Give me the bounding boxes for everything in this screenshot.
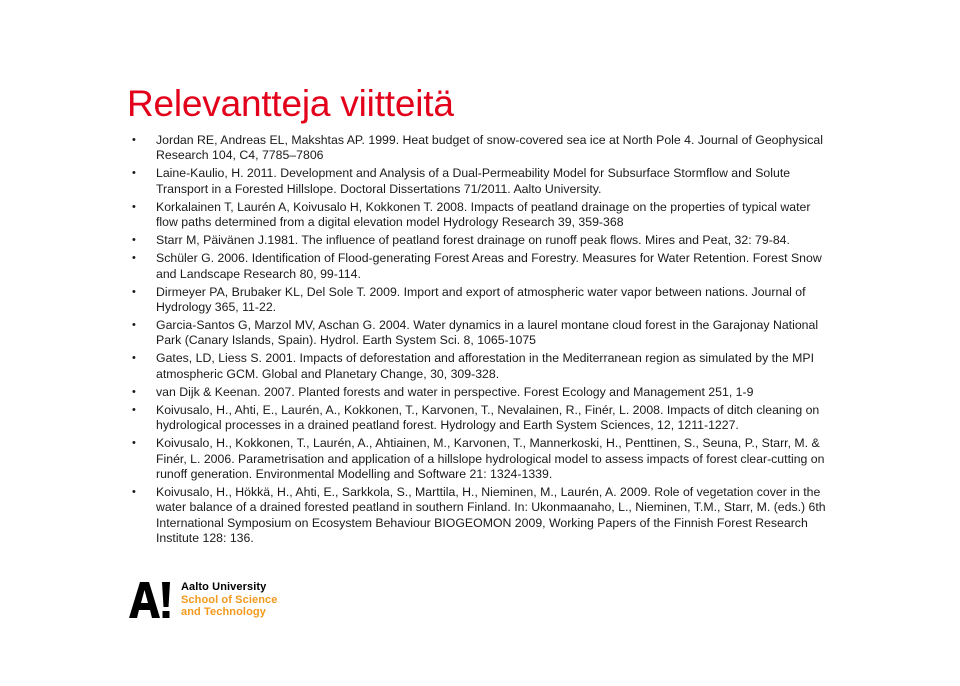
- list-item: [132, 133, 832, 164]
- aalto-logo-text: [181, 581, 277, 619]
- reference-text: Dirmeyer PA, Brubaker KL, Del Sole T. 2009. Import and export of atmospheric water vapor between nations. Journal of Hydrology 365, 11-22.: [156, 284, 806, 315]
- reference-text: Garcia-Santos G, Marzol MV, Aschan G. 2004. Water dynamics in a laurel montane cloud forest in the Garajonay National Park (Canary Islands, Spain). Hydrol. Earth System Sci. 8, 1065-1075: [156, 318, 819, 348]
- reference-text: Laine-Kaulio, H. 2011. Development and Analysis of a Dual-Permeability Model for Subsurface Stormflow and Solute Transport in a Forested Hillslope. Doctoral Dissertations 71/2011. Aalto University.: [156, 166, 791, 196]
- bullet-icon: •: [132, 200, 136, 213]
- reference-text: Koivusalo, H., Hökkä, H., Ahti, E., Sarkkola, S., Marttila, H., Nieminen, M., Laurén, A. 2009. Role of vegetation cover in the water balance of a drained forested peatland in southern Finland. In: Ukonmaanaho, L., Nieminen, T.M., Starr, M. (eds.) 6th International Symposium on Ecosystem Behaviour BIOGEOMON 2009, Working Papers of the Finnish Forest Research Institute 128: 136.: [156, 485, 826, 546]
- list-item: [132, 351, 832, 382]
- list-item: [132, 285, 832, 316]
- reference-text: Schüler G. 2006. Identification of Flood-generating Forest Areas and Forestry. Measures for Water Retention. Forest Snow and Landscape Research 80, 99-114.: [156, 251, 822, 281]
- list-item: [132, 318, 832, 349]
- list-item: [132, 385, 832, 400]
- bullet-icon: •: [132, 285, 136, 298]
- reference-text: Korkalainen T, Laurén A, Koivusalo H, Kokkonen T. 2008. Impacts of peatland drainage on the properties of typical water flow paths determined from a digital elevation model Hydrology Research 39, 359-368: [156, 199, 811, 230]
- slide-title: Relevantteja viitteitä: [127, 83, 454, 124]
- reference-text: Starr M, Päivänen J.1981. The influence of peatland forest drainage on runoff peak flows. Mires and Peat, 32: 79-84.: [156, 233, 790, 248]
- reference-text: Jordan RE, Andreas EL, Makshtas AP. 1999. Heat budget of snow-covered sea ice at North Pole 4. Journal of Geophysical Research 104, C4, 7785–7806: [156, 133, 823, 163]
- list-item: [132, 200, 832, 231]
- bullet-icon: •: [132, 319, 136, 332]
- bullet-icon: •: [132, 352, 136, 365]
- bullet-icon: •: [132, 437, 136, 450]
- list-item: [132, 251, 832, 282]
- bullet-icon: •: [132, 234, 136, 247]
- reference-text: van Dijk & Keenan. 2007. Planted forests and water in perspective. Forest Ecology and Management 251, 1-9: [156, 384, 754, 399]
- reference-text: Koivusalo, H., Kokkonen, T., Laurén, A., Ahtiainen, M., Karvonen, T., Mannerkoski, H., Penttinen, S., Seuna, P., Starr, M. & Finér, L. 2006. Parametrisation and application of a hillslope hydrological model to assess impacts of forest clear-cutting on runoff generation. Environmental Modelling and Software 21: 1324-1339.: [156, 436, 825, 482]
- list-item: [132, 233, 832, 248]
- bullet-icon: •: [132, 403, 136, 416]
- aalto-logo-mark-icon: [127, 581, 171, 619]
- logo-school-name-cont: and Technology: [181, 606, 266, 619]
- logo-school-name: School of Science: [181, 593, 278, 606]
- bullet-icon: •: [132, 385, 136, 398]
- reference-text: Koivusalo, H., Ahti, E., Laurén, A., Kokkonen, T., Karvonen, T., Nevalainen, R., Finér, L. 2008. Impacts of ditch cleaning on hydrological processes in a drained peatland forest. Hydrology and Earth System Sciences, 12, 1211-1227.: [156, 402, 820, 433]
- bullet-icon: •: [132, 134, 136, 146]
- list-item: [132, 436, 832, 482]
- reference-text: Gates, LD, Liess S. 2001. Impacts of deforestation and afforestation in the Mediterranean region as simulated by the MPI atmospheric GCM. Global and Planetary Change, 30, 309-328.: [156, 351, 815, 381]
- list-item: [132, 166, 832, 197]
- bullet-icon: •: [132, 252, 136, 265]
- bullet-icon: •: [132, 167, 136, 180]
- logo-university-name: Aalto University: [181, 581, 267, 594]
- list-item: [132, 485, 832, 547]
- bullet-icon: •: [132, 486, 136, 499]
- list-item: [132, 403, 832, 434]
- aalto-logo: [127, 580, 277, 620]
- reference-list: [132, 133, 832, 549]
